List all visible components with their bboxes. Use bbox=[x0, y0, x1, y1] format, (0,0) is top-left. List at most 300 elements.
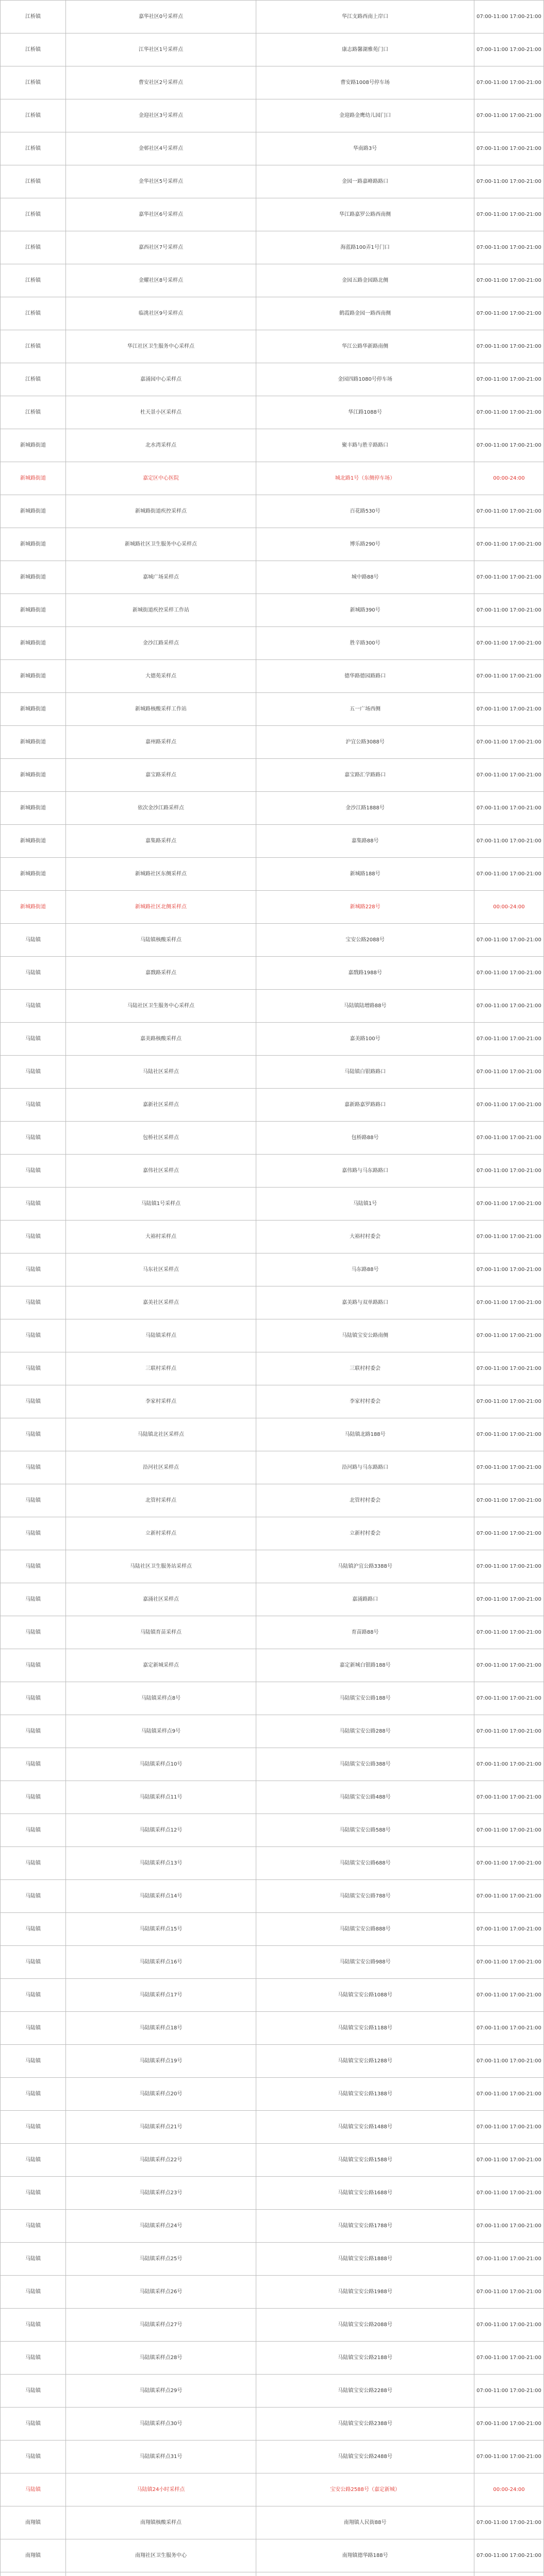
town-cell: 马陆镇 bbox=[1, 990, 66, 1023]
town-cell: 江桥镇 bbox=[1, 231, 66, 264]
town-cell: 马陆镇 bbox=[1, 1253, 66, 1286]
town-cell: 江桥镇 bbox=[1, 33, 66, 66]
table-row bbox=[1, 429, 544, 462]
hours-cell: 07:00-11:00 17:00-21:00 bbox=[474, 1880, 544, 1913]
table-row bbox=[1, 2342, 544, 2375]
table-row bbox=[1, 1056, 544, 1089]
town-cell: 马陆镇 bbox=[1, 1517, 66, 1550]
hours-cell: 07:00-11:00 17:00-21:00 bbox=[474, 594, 544, 627]
site-name-cell: 嘉戬路采样点 bbox=[66, 957, 256, 990]
site-name-cell: 马陆镇采样点20号 bbox=[66, 2078, 256, 2111]
town-cell: 马陆镇 bbox=[1, 2408, 66, 2441]
site-name-cell: 马陆镇采样点14号 bbox=[66, 1880, 256, 1913]
table-row bbox=[1, 396, 544, 429]
address-cell: 嘉定新城白银路188号 bbox=[256, 1649, 474, 1682]
site-name-cell: 马陆镇采样点15号 bbox=[66, 1913, 256, 1946]
town-cell: 新城路街道 bbox=[1, 792, 66, 825]
site-name-cell: 嘉定区中心医院 bbox=[66, 462, 256, 495]
hours-cell: 07:00-11:00 17:00-21:00 bbox=[474, 1847, 544, 1880]
town-cell: 马陆镇 bbox=[1, 1781, 66, 1814]
hours-cell: 07:00-11:00 17:00-21:00 bbox=[474, 2045, 544, 2078]
site-name-cell: 马东社区采样点 bbox=[66, 1253, 256, 1286]
table-row bbox=[1, 1, 544, 33]
table-row bbox=[1, 2243, 544, 2276]
table-row bbox=[1, 1451, 544, 1484]
address-cell: 沪宜公路3088号 bbox=[256, 726, 474, 759]
address-cell: 马陆镇沪宜公路3388号 bbox=[256, 1550, 474, 1583]
address-cell: 大裕村村委会 bbox=[256, 1221, 474, 1253]
table-row bbox=[1, 528, 544, 561]
hours-cell: 07:00-11:00 17:00-21:00 bbox=[474, 1352, 544, 1385]
town-cell: 马陆镇 bbox=[1, 1221, 66, 1253]
address-cell: 嘉宝路汇学路路口 bbox=[256, 759, 474, 792]
table-row bbox=[1, 1188, 544, 1221]
hours-cell: 07:00-11:00 17:00-21:00 bbox=[474, 792, 544, 825]
site-name-cell: 马陆镇核酸采样点 bbox=[66, 924, 256, 957]
address-cell: 马陆镇宝安公路488号 bbox=[256, 1781, 474, 1814]
address-cell: 三联村村委会 bbox=[256, 1352, 474, 1385]
table-row bbox=[1, 1979, 544, 2012]
site-name-cell: 南翔镇核酸采样点 bbox=[66, 2506, 256, 2539]
town-cell: 新城路街道 bbox=[1, 594, 66, 627]
table-row bbox=[1, 1814, 544, 1847]
town-cell: 马陆镇 bbox=[1, 1979, 66, 2012]
table-row bbox=[1, 2441, 544, 2473]
address-cell: 金园一路嘉峰路路口 bbox=[256, 165, 474, 198]
site-name-cell: 嘉美社区采样点 bbox=[66, 1286, 256, 1319]
town-cell: 江桥镇 bbox=[1, 132, 66, 165]
town-cell: 江桥镇 bbox=[1, 264, 66, 297]
address-cell: 李家村村委会 bbox=[256, 1385, 474, 1418]
address-cell: 金沙江路1888号 bbox=[256, 792, 474, 825]
address-cell: 南翔镇德华路188号 bbox=[256, 2539, 474, 2572]
site-name-cell bbox=[66, 2572, 256, 2576]
town-cell: 马陆镇 bbox=[1, 2078, 66, 2111]
town-cell: 新城路街道 bbox=[1, 891, 66, 924]
town-cell: 江桥镇 bbox=[1, 297, 66, 330]
site-name-cell: 包桥社区采样点 bbox=[66, 1122, 256, 1155]
address-cell: 马陆镇宝安公路1288号 bbox=[256, 2045, 474, 2078]
hours-cell: 07:00-11:00 17:00-21:00 bbox=[474, 1286, 544, 1319]
site-name-cell: 马陆镇采样点24号 bbox=[66, 2210, 256, 2243]
address-cell: 博乐路290号 bbox=[256, 528, 474, 561]
site-name-cell: 大裕村采样点 bbox=[66, 1221, 256, 1253]
town-cell: 马陆镇 bbox=[1, 2243, 66, 2276]
site-name-cell: 金邨社区4号采样点 bbox=[66, 132, 256, 165]
table-row bbox=[1, 1286, 544, 1319]
hours-cell: 07:00-11:00 17:00-21:00 bbox=[474, 396, 544, 429]
hours-cell: 00:00-24:00 bbox=[474, 462, 544, 495]
hours-cell: 07:00-11:00 17:00-21:00 bbox=[474, 957, 544, 990]
table-row bbox=[1, 2276, 544, 2309]
table-row bbox=[1, 1089, 544, 1122]
hours-cell: 07:00-11:00 17:00-21:00 bbox=[474, 2111, 544, 2144]
town-cell: 马陆镇 bbox=[1, 1352, 66, 1385]
address-cell: 华江支路西南上岸口 bbox=[256, 1, 474, 33]
hours-cell: 07:00-11:00 17:00-21:00 bbox=[474, 33, 544, 66]
town-cell: 马陆镇 bbox=[1, 957, 66, 990]
town-cell: 新城路街道 bbox=[1, 462, 66, 495]
hours-cell: 07:00-11:00 17:00-21:00 bbox=[474, 1155, 544, 1188]
site-name-cell: 新城路社区北侧采样点 bbox=[66, 891, 256, 924]
site-name-cell: 曹安社区2号采样点 bbox=[66, 66, 256, 99]
address-cell: 曹安路1008号停车场 bbox=[256, 66, 474, 99]
address-cell: 育苗路88号 bbox=[256, 1616, 474, 1649]
town-cell: 江桥镇 bbox=[1, 396, 66, 429]
table-row bbox=[1, 2506, 544, 2539]
town-cell: 马陆镇 bbox=[1, 1122, 66, 1155]
site-name-cell: 杜天景小区采样点 bbox=[66, 396, 256, 429]
table-row bbox=[1, 891, 544, 924]
table-row bbox=[1, 1352, 544, 1385]
hours-cell: 07:00-11:00 17:00-21:00 bbox=[474, 1418, 544, 1451]
hours-cell: 07:00-11:00 17:00-21:00 bbox=[474, 2309, 544, 2342]
table-row bbox=[1, 2045, 544, 2078]
address-cell: 金园五路金园路北侧 bbox=[256, 264, 474, 297]
site-name-cell: 金华社区5号采样点 bbox=[66, 165, 256, 198]
address-cell: 马陆镇宝安公路1488号 bbox=[256, 2111, 474, 2144]
table-row bbox=[1, 561, 544, 594]
town-cell: 马陆镇 bbox=[1, 1847, 66, 1880]
site-name-cell: 沿河社区采样点 bbox=[66, 1451, 256, 1484]
site-name-cell: 三联村采样点 bbox=[66, 1352, 256, 1385]
table-row bbox=[1, 2408, 544, 2441]
site-name-cell: 马陆镇采样点31号 bbox=[66, 2441, 256, 2473]
table-row bbox=[1, 2144, 544, 2177]
town-cell: 江桥镇 bbox=[1, 99, 66, 132]
hours-cell: 07:00-11:00 17:00-21:00 bbox=[474, 627, 544, 660]
site-name-cell: 江华社区1号采样点 bbox=[66, 33, 256, 66]
town-cell: 马陆镇 bbox=[1, 1649, 66, 1682]
address-cell: 嘉美路与双单路路口 bbox=[256, 1286, 474, 1319]
table-row bbox=[1, 1847, 544, 1880]
hours-cell: 07:00-11:00 17:00-21:00 bbox=[474, 2177, 544, 2210]
site-name-cell: 马陆镇采样点28号 bbox=[66, 2342, 256, 2375]
address-cell: 马陆镇宝安公路1688号 bbox=[256, 2177, 474, 2210]
table-row bbox=[1, 990, 544, 1023]
address-cell: 嘉美路100号 bbox=[256, 1023, 474, 1056]
hours-cell: 07:00-11:00 17:00-21:00 bbox=[474, 1319, 544, 1352]
site-name-cell: 嘉新社区采样点 bbox=[66, 1089, 256, 1122]
town-cell: 新城路街道 bbox=[1, 627, 66, 660]
site-name-cell: 马陆镇采样点10号 bbox=[66, 1748, 256, 1781]
site-name-cell: 马陆社区卫生服务站采样点 bbox=[66, 1550, 256, 1583]
town-cell: 马陆镇 bbox=[1, 2177, 66, 2210]
site-name-cell: 南翔社区卫生服务中心 bbox=[66, 2539, 256, 2572]
address-cell: 马陆镇宝安公路1188号 bbox=[256, 2012, 474, 2045]
hours-cell: 07:00-11:00 17:00-21:00 bbox=[474, 495, 544, 528]
address-cell: 城中路88号 bbox=[256, 561, 474, 594]
table-row bbox=[1, 330, 544, 363]
town-cell: 南翔镇 bbox=[1, 2539, 66, 2572]
town-cell: 马陆镇 bbox=[1, 1056, 66, 1089]
address-cell: 聚丰路与胜辛路路口 bbox=[256, 429, 474, 462]
site-name-cell: 嘉宝路采样点 bbox=[66, 759, 256, 792]
site-name-cell: 马陆镇采样点13号 bbox=[66, 1847, 256, 1880]
table-row bbox=[1, 2572, 544, 2576]
table-row bbox=[1, 825, 544, 858]
address-cell: 嘉集路88号 bbox=[256, 825, 474, 858]
address-cell: 马陆镇宝安公路1588号 bbox=[256, 2144, 474, 2177]
table-row bbox=[1, 2473, 544, 2506]
address-cell: 南翔镇人民街88号 bbox=[256, 2506, 474, 2539]
site-name-cell: 金耀社区8号采样点 bbox=[66, 264, 256, 297]
site-name-cell: 马陆镇采样点30号 bbox=[66, 2408, 256, 2441]
site-name-cell: 马陆镇育苗采样点 bbox=[66, 1616, 256, 1649]
hours-cell: 07:00-11:00 17:00-21:00 bbox=[474, 1517, 544, 1550]
town-cell: 马陆镇 bbox=[1, 1880, 66, 1913]
town-cell: 新城路街道 bbox=[1, 726, 66, 759]
table-row bbox=[1, 693, 544, 726]
table-row bbox=[1, 264, 544, 297]
town-cell: 马陆镇 bbox=[1, 2375, 66, 2408]
hours-cell: 07:00-11:00 17:00-21:00 bbox=[474, 330, 544, 363]
address-cell: 马陆镇宝安公路2088号 bbox=[256, 2309, 474, 2342]
hours-cell: 07:00-11:00 17:00-21:00 bbox=[474, 1781, 544, 1814]
address-cell: 华江路嘉罗公路西南侧 bbox=[256, 198, 474, 231]
town-cell: 马陆镇 bbox=[1, 1451, 66, 1484]
hours-cell: 07:00-11:00 17:00-21:00 bbox=[474, 2506, 544, 2539]
table-row bbox=[1, 198, 544, 231]
site-name-cell: 马陆镇采样点26号 bbox=[66, 2276, 256, 2309]
address-cell: 马东路88号 bbox=[256, 1253, 474, 1286]
table-row bbox=[1, 1517, 544, 1550]
address-cell: 马陆镇宝安公路2188号 bbox=[256, 2342, 474, 2375]
address-cell: 包桥路88号 bbox=[256, 1122, 474, 1155]
address-cell: 马陆镇宝安公路688号 bbox=[256, 1847, 474, 1880]
site-name-cell: 立新村采样点 bbox=[66, 1517, 256, 1550]
table-row bbox=[1, 1418, 544, 1451]
hours-cell bbox=[474, 2572, 544, 2576]
address-cell: 马陆镇1号 bbox=[256, 1188, 474, 1221]
hours-cell: 07:00-11:00 17:00-21:00 bbox=[474, 1089, 544, 1122]
site-name-cell: 马陆镇采样点23号 bbox=[66, 2177, 256, 2210]
hours-cell: 07:00-11:00 17:00-21:00 bbox=[474, 726, 544, 759]
table-row bbox=[1, 1550, 544, 1583]
town-cell: 新城路街道 bbox=[1, 759, 66, 792]
address-cell: 马陆镇宝安公路1088号 bbox=[256, 1979, 474, 2012]
hours-cell: 07:00-11:00 17:00-21:00 bbox=[474, 2441, 544, 2473]
hours-cell: 07:00-11:00 17:00-21:00 bbox=[474, 2276, 544, 2309]
table-row bbox=[1, 594, 544, 627]
hours-cell: 07:00-11:00 17:00-21:00 bbox=[474, 1979, 544, 2012]
hours-cell: 07:00-11:00 17:00-21:00 bbox=[474, 1715, 544, 1748]
hours-cell: 07:00-11:00 17:00-21:00 bbox=[474, 561, 544, 594]
hours-cell: 07:00-11:00 17:00-21:00 bbox=[474, 2408, 544, 2441]
town-cell: 马陆镇 bbox=[1, 1385, 66, 1418]
table-row bbox=[1, 1253, 544, 1286]
hours-cell: 07:00-11:00 17:00-21:00 bbox=[474, 2375, 544, 2408]
table-row bbox=[1, 132, 544, 165]
address-cell: 马陆镇宝安公路588号 bbox=[256, 1814, 474, 1847]
site-name-cell: 马陆镇采样点25号 bbox=[66, 2243, 256, 2276]
address-cell: 马陆镇宝安公路2288号 bbox=[256, 2375, 474, 2408]
site-name-cell: 嘉华社区6号采样点 bbox=[66, 198, 256, 231]
address-cell: 立新村村委会 bbox=[256, 1517, 474, 1550]
address-cell: 马陆镇宝安公路2388号 bbox=[256, 2408, 474, 2441]
hours-cell: 00:00-24:00 bbox=[474, 2473, 544, 2506]
address-cell: 马陆镇白银路路口 bbox=[256, 1056, 474, 1089]
hours-cell: 07:00-11:00 17:00-21:00 bbox=[474, 2243, 544, 2276]
address-cell: 海蓝路100弄1号门口 bbox=[256, 231, 474, 264]
hours-cell: 07:00-11:00 17:00-21:00 bbox=[474, 2210, 544, 2243]
table-row bbox=[1, 2111, 544, 2144]
site-name-cell: 北水湾采样点 bbox=[66, 429, 256, 462]
table-row bbox=[1, 2375, 544, 2408]
town-cell: 马陆镇 bbox=[1, 2045, 66, 2078]
town-cell: 江桥镇 bbox=[1, 330, 66, 363]
table-row bbox=[1, 1748, 544, 1781]
address-cell: 金园四路1080号停车场 bbox=[256, 363, 474, 396]
address-cell: 康志路馨湖雅苑门口 bbox=[256, 33, 474, 66]
address-cell: 马陆镇宝安公路188号 bbox=[256, 1682, 474, 1715]
site-name-cell: 马陆镇采样点9号 bbox=[66, 1715, 256, 1748]
hours-cell: 07:00-11:00 17:00-21:00 bbox=[474, 198, 544, 231]
town-cell: 马陆镇 bbox=[1, 1550, 66, 1583]
hours-cell: 07:00-11:00 17:00-21:00 bbox=[474, 1056, 544, 1089]
town-cell: 新城路街道 bbox=[1, 825, 66, 858]
hours-cell: 07:00-11:00 17:00-21:00 bbox=[474, 660, 544, 693]
table-row bbox=[1, 1715, 544, 1748]
address-cell: 嘉涌路路口 bbox=[256, 1583, 474, 1616]
table-row bbox=[1, 1913, 544, 1946]
address-cell: 五一广场西侧 bbox=[256, 693, 474, 726]
table-row bbox=[1, 33, 544, 66]
table-row bbox=[1, 1484, 544, 1517]
address-cell: 嘉戬路1988号 bbox=[256, 957, 474, 990]
town-cell: 新城路街道 bbox=[1, 495, 66, 528]
hours-cell: 07:00-11:00 17:00-21:00 bbox=[474, 1122, 544, 1155]
town-cell: 新城路街道 bbox=[1, 561, 66, 594]
town-cell: 马陆镇 bbox=[1, 2342, 66, 2375]
town-cell: 马陆镇 bbox=[1, 1715, 66, 1748]
site-name-cell: 马陆镇采样点 bbox=[66, 1319, 256, 1352]
table-row bbox=[1, 1319, 544, 1352]
hours-cell: 07:00-11:00 17:00-21:00 bbox=[474, 429, 544, 462]
hours-cell: 07:00-11:00 17:00-21:00 bbox=[474, 1913, 544, 1946]
site-name-cell: 金迎社区3号采样点 bbox=[66, 99, 256, 132]
address-cell: 宝安公路2088号 bbox=[256, 924, 474, 957]
address-cell: 鹤霞路金园一路西南侧 bbox=[256, 297, 474, 330]
address-cell: 马陆镇北路188号 bbox=[256, 1418, 474, 1451]
site-name-cell: 马陆镇采样点22号 bbox=[66, 2144, 256, 2177]
site-name-cell: 马陆镇北社区采样点 bbox=[66, 1418, 256, 1451]
hours-cell: 07:00-11:00 17:00-21:00 bbox=[474, 2539, 544, 2572]
site-name-cell: 马陆社区采样点 bbox=[66, 1056, 256, 1089]
town-cell: 马陆镇 bbox=[1, 2473, 66, 2506]
town-cell: 马陆镇 bbox=[1, 2144, 66, 2177]
site-name-cell: 嘉城广场采样点 bbox=[66, 561, 256, 594]
site-name-cell: 马陆镇采样点12号 bbox=[66, 1814, 256, 1847]
hours-cell: 07:00-11:00 17:00-21:00 bbox=[474, 528, 544, 561]
table-row bbox=[1, 2210, 544, 2243]
hours-cell: 07:00-11:00 17:00-21:00 bbox=[474, 825, 544, 858]
address-cell: 马陆镇宝安公路388号 bbox=[256, 1748, 474, 1781]
hours-cell: 07:00-11:00 17:00-21:00 bbox=[474, 1748, 544, 1781]
hours-cell: 07:00-11:00 17:00-21:00 bbox=[474, 1451, 544, 1484]
address-cell: 马陆镇宝安公路888号 bbox=[256, 1913, 474, 1946]
address-cell: 新城路228号 bbox=[256, 891, 474, 924]
site-name-cell: 马陆镇采样点16号 bbox=[66, 1946, 256, 1979]
address-cell: 马陆镇宝安公路1788号 bbox=[256, 2210, 474, 2243]
town-cell: 马陆镇 bbox=[1, 1188, 66, 1221]
hours-cell: 00:00-24:00 bbox=[474, 891, 544, 924]
table-row bbox=[1, 297, 544, 330]
table-row bbox=[1, 66, 544, 99]
table-row bbox=[1, 1385, 544, 1418]
hours-cell: 07:00-11:00 17:00-21:00 bbox=[474, 2144, 544, 2177]
address-cell: 嘉新路嘉罗路路口 bbox=[256, 1089, 474, 1122]
town-cell: 马陆镇 bbox=[1, 2276, 66, 2309]
table-row bbox=[1, 1649, 544, 1682]
hours-cell: 07:00-11:00 17:00-21:00 bbox=[474, 1616, 544, 1649]
hours-cell: 07:00-11:00 17:00-21:00 bbox=[474, 1385, 544, 1418]
town-cell: 江桥镇 bbox=[1, 363, 66, 396]
address-cell: 德华路德园路路口 bbox=[256, 660, 474, 693]
hours-cell: 07:00-11:00 17:00-21:00 bbox=[474, 1814, 544, 1847]
table-row bbox=[1, 1221, 544, 1253]
site-name-cell: 临洮社区9号采样点 bbox=[66, 297, 256, 330]
address-cell: 马陆镇陆增路88号 bbox=[256, 990, 474, 1023]
hours-cell: 07:00-11:00 17:00-21:00 bbox=[474, 99, 544, 132]
town-cell: 新城路街道 bbox=[1, 429, 66, 462]
table-row bbox=[1, 2177, 544, 2210]
address-cell: 马陆镇宝安公路288号 bbox=[256, 1715, 474, 1748]
town-cell: 马陆镇 bbox=[1, 1484, 66, 1517]
town-cell: 马陆镇 bbox=[1, 1418, 66, 1451]
town-cell: 马陆镇 bbox=[1, 1286, 66, 1319]
table-body bbox=[1, 1, 544, 2576]
address-cell: 嘉伟路与马东路路口 bbox=[256, 1155, 474, 1188]
town-cell: 新城路街道 bbox=[1, 858, 66, 891]
table-row bbox=[1, 99, 544, 132]
table-row bbox=[1, 1616, 544, 1649]
town-cell: 江桥镇 bbox=[1, 66, 66, 99]
town-cell: 江桥镇 bbox=[1, 165, 66, 198]
address-cell: 沿河路与马东路路口 bbox=[256, 1451, 474, 1484]
site-name-cell: 华江社区卫生服务中心采样点 bbox=[66, 330, 256, 363]
town-cell: 马陆镇 bbox=[1, 1155, 66, 1188]
address-cell: 金迎路金鹰幼儿园门口 bbox=[256, 99, 474, 132]
town-cell: 新城路街道 bbox=[1, 528, 66, 561]
hours-cell: 07:00-11:00 17:00-21:00 bbox=[474, 1023, 544, 1056]
site-name-cell: 马陆镇采样点17号 bbox=[66, 1979, 256, 2012]
table-row bbox=[1, 627, 544, 660]
town-cell: 马陆镇 bbox=[1, 1089, 66, 1122]
address-cell: 马陆镇宝安公路1988号 bbox=[256, 2276, 474, 2309]
hours-cell: 07:00-11:00 17:00-21:00 bbox=[474, 759, 544, 792]
town-cell bbox=[1, 2572, 66, 2576]
table-row bbox=[1, 495, 544, 528]
site-name-cell: 嘉涌园中心采样点 bbox=[66, 363, 256, 396]
address-cell: 华江路1088号 bbox=[256, 396, 474, 429]
site-name-cell: 新城路社区东侧采样点 bbox=[66, 858, 256, 891]
table-row bbox=[1, 759, 544, 792]
hours-cell: 07:00-11:00 17:00-21:00 bbox=[474, 297, 544, 330]
hours-cell: 07:00-11:00 17:00-21:00 bbox=[474, 1946, 544, 1979]
hours-cell: 07:00-11:00 17:00-21:00 bbox=[474, 1, 544, 33]
site-name-cell: 嘉西社区7号采样点 bbox=[66, 231, 256, 264]
site-name-cell: 金沙江路采样点 bbox=[66, 627, 256, 660]
hours-cell: 07:00-11:00 17:00-21:00 bbox=[474, 165, 544, 198]
hours-cell: 07:00-11:00 17:00-21:00 bbox=[474, 1583, 544, 1616]
town-cell: 马陆镇 bbox=[1, 2111, 66, 2144]
address-cell: 华江公路华新路南侧 bbox=[256, 330, 474, 363]
hours-cell: 07:00-11:00 17:00-21:00 bbox=[474, 1682, 544, 1715]
table-row bbox=[1, 1880, 544, 1913]
site-name-cell: 马陆镇采样点8号 bbox=[66, 1682, 256, 1715]
site-name-cell: 马陆镇24小时采样点 bbox=[66, 2473, 256, 2506]
